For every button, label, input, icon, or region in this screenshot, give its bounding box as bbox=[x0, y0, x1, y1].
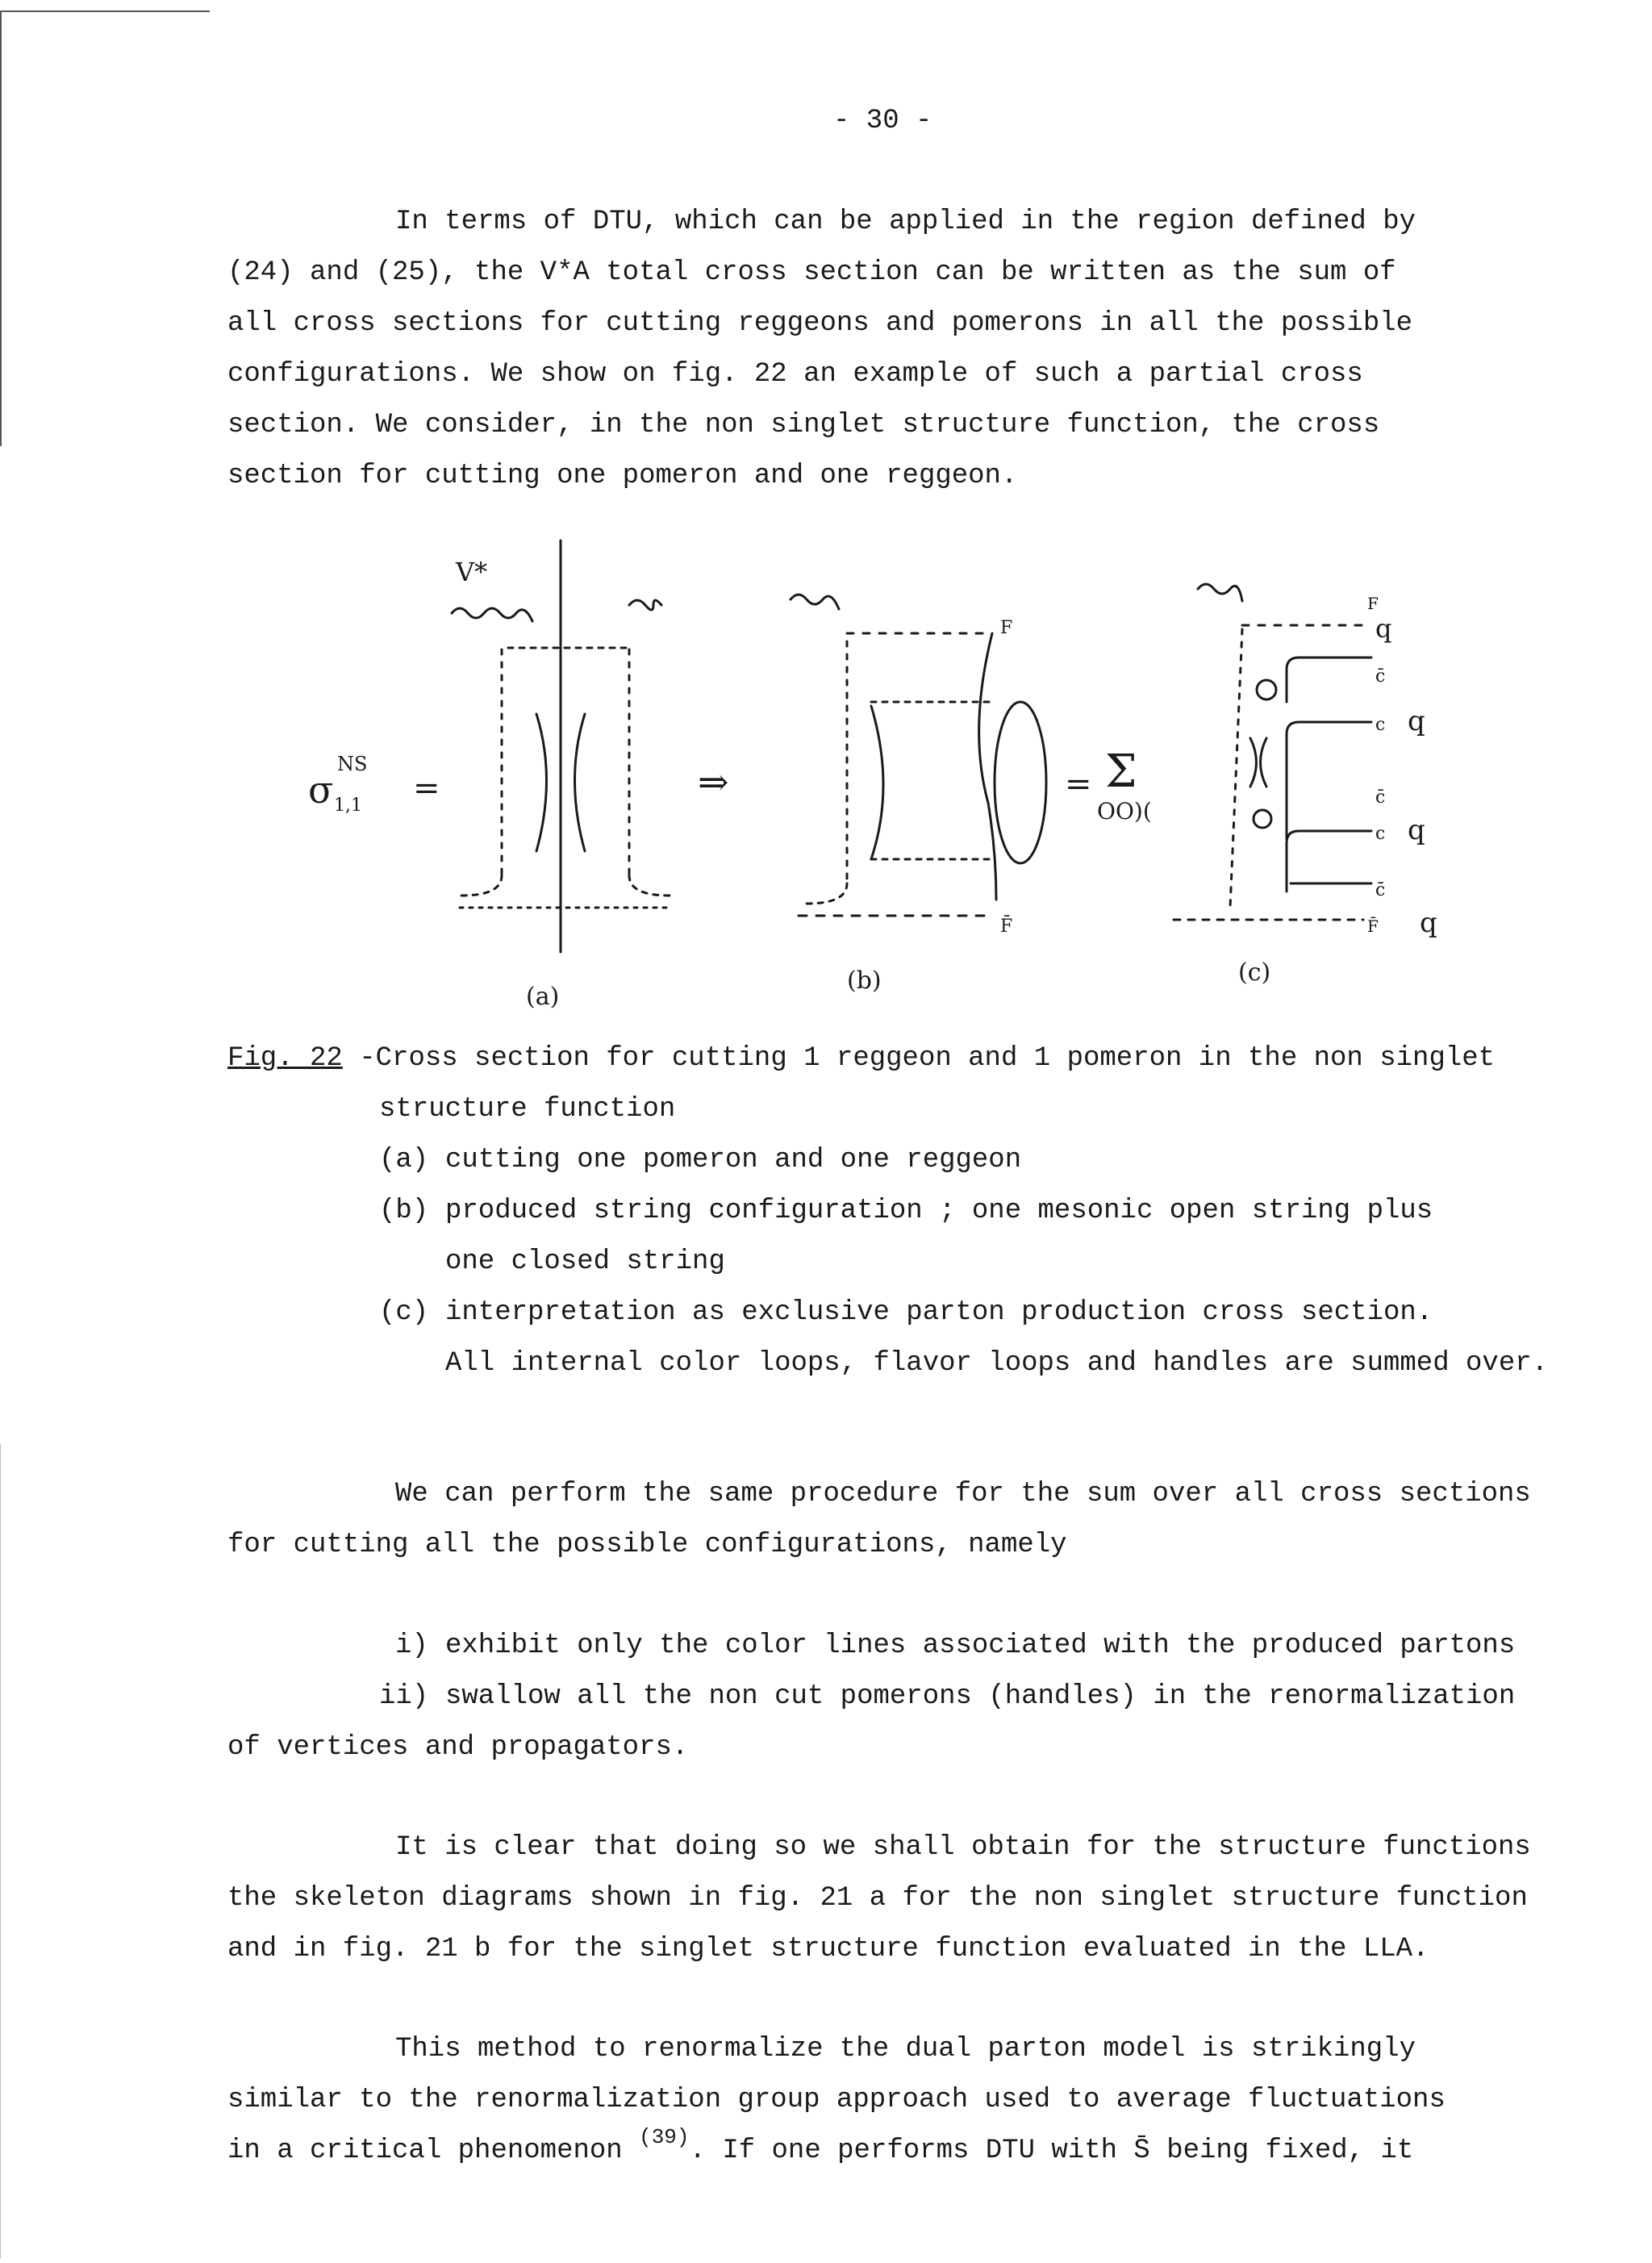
caption-item-text: cutting one pomeron and one reggeon bbox=[445, 1145, 1022, 1175]
photon-b bbox=[791, 595, 839, 609]
pomeron-right-arc bbox=[575, 714, 586, 851]
caption-item-marker: (b) bbox=[379, 1196, 429, 1226]
list-marker: i) bbox=[395, 1630, 428, 1661]
implies-arrow: ⇒ bbox=[698, 760, 729, 804]
figure-ref: Fig. 22 bbox=[227, 1043, 343, 1074]
text-line: and in fig. 21 b for the singlet structure function evaluated in the LLA. bbox=[227, 1934, 1429, 1964]
caption-item-text: All internal color loops, flavor loops and handles are summed over. bbox=[445, 1348, 1549, 1379]
panel-a-diagram bbox=[308, 541, 670, 1011]
left-line-c bbox=[1230, 629, 1242, 908]
text-line: for cutting all the possible configurations, namely bbox=[227, 1530, 1067, 1560]
text-line: In terms of DTU, which can be applied in the region defined by bbox=[395, 207, 1416, 237]
photon-right bbox=[629, 600, 661, 610]
panel-b-label: (b) bbox=[847, 967, 882, 995]
q-label-1: q bbox=[1375, 613, 1392, 644]
f-label-b: F bbox=[1000, 618, 1013, 638]
fbar-label-c: F̄ bbox=[1367, 916, 1379, 936]
caption-item-text: one closed string bbox=[445, 1246, 725, 1277]
color-line-2 bbox=[1287, 722, 1371, 839]
bottom-right-corner bbox=[629, 875, 670, 896]
text-line: It is clear that doing so we shall obtain for the structure functions bbox=[395, 1832, 1531, 1863]
caption-line-1 bbox=[227, 1042, 1495, 1075]
photon-left bbox=[452, 608, 532, 621]
list-marker: ii) bbox=[379, 1681, 429, 1712]
text-line: the skeleton diagrams shown in fig. 21 a for the non singlet structure function bbox=[227, 1883, 1528, 1914]
list-item: exhibit only the color lines associated with the produced partons bbox=[445, 1630, 1516, 1661]
panel-c-label: (c) bbox=[1238, 958, 1271, 987]
v-star-label: V* bbox=[456, 557, 488, 587]
text-line: all cross sections for cutting reggeons and pomerons in all the possible bbox=[227, 308, 1413, 339]
cbar-label-3: c̄ bbox=[1375, 880, 1386, 900]
c-label-1: c bbox=[1375, 715, 1386, 735]
text-line bbox=[227, 2125, 1414, 2168]
equals-sign-c: = bbox=[1065, 766, 1092, 803]
sum-symbol: Σ bbox=[1105, 745, 1137, 798]
page-number: - 30 - bbox=[833, 106, 932, 136]
text-fragment: in a critical phenomenon bbox=[227, 2136, 640, 2166]
page-border-left-lower bbox=[0, 1444, 1, 2259]
text-line: similar to the renormalization group approach used to average fluctuations bbox=[227, 2085, 1446, 2115]
caption-item-marker: (c) bbox=[379, 1297, 429, 1328]
text-line: (24) and (25), the V*A total cross section can be written as the sum of bbox=[227, 257, 1396, 288]
fbar-label-b: F̄ bbox=[1000, 916, 1013, 937]
sigma-subscript: 1,1 bbox=[334, 795, 362, 816]
caption-item-marker: (a) bbox=[379, 1145, 429, 1175]
q-label-4: q bbox=[1420, 907, 1437, 939]
cbar-label-2: c̄ bbox=[1375, 787, 1386, 808]
f-label-c: F bbox=[1367, 594, 1379, 613]
text-fragment: . If one performs DTU with S̄ being fixed, it bbox=[689, 2136, 1414, 2166]
sum-subscript: OO)( bbox=[1097, 798, 1152, 825]
citation-ref: (39) bbox=[639, 2125, 690, 2149]
panel-a-label: (a) bbox=[526, 983, 560, 1011]
bottom-left-corner bbox=[461, 875, 502, 896]
figure-22 bbox=[290, 528, 1484, 1013]
page-border-left bbox=[0, 10, 2, 446]
pomeron-left-arc bbox=[536, 714, 547, 851]
sigma-symbol: σ bbox=[308, 768, 334, 812]
text-line: section for cutting one pomeron and one reggeon. bbox=[227, 461, 1018, 491]
sigma-superscript: NS bbox=[337, 753, 368, 775]
loop-2 bbox=[1254, 810, 1271, 828]
caption-title-cont: structure function bbox=[379, 1094, 676, 1125]
panel-b-diagram bbox=[698, 595, 1046, 995]
list-continuation: of vertices and propagators. bbox=[227, 1732, 689, 1763]
panel-c-diagram bbox=[1065, 584, 1437, 987]
closed-string-loop-b bbox=[995, 702, 1046, 863]
equals-sign-a: = bbox=[413, 770, 440, 807]
q-label-3: q bbox=[1408, 814, 1425, 846]
caption-item-text: produced string configuration ; one mesonic open string plus bbox=[445, 1196, 1433, 1226]
closed-string-b bbox=[871, 706, 883, 859]
q-label-2: q bbox=[1408, 705, 1425, 737]
list-item: swallow all the non cut pomerons (handles) in the renormalization bbox=[445, 1681, 1516, 1712]
text-line: We can perform the same procedure for the sum over all cross sections bbox=[395, 1479, 1531, 1509]
text-line: configurations. We show on fig. 22 an example of such a partial cross bbox=[227, 359, 1363, 390]
cbar-label-1: c̄ bbox=[1375, 666, 1386, 687]
photon-c bbox=[1198, 584, 1242, 601]
handle-1 bbox=[1250, 738, 1266, 787]
caption-item-text: interpretation as exclusive parton production cross section. bbox=[445, 1297, 1433, 1328]
page-border-top bbox=[0, 10, 210, 12]
color-line-1 bbox=[1287, 658, 1371, 702]
text-line: This method to renormalize the dual parton model is strikingly bbox=[395, 2034, 1416, 2065]
bottom-corner-b bbox=[807, 883, 847, 904]
loop-1 bbox=[1257, 680, 1276, 699]
c-label-2: c bbox=[1375, 824, 1386, 844]
text-line: section. We consider, in the non singlet structure function, the cross bbox=[227, 410, 1380, 440]
figure-22-drawing bbox=[290, 528, 1484, 1013]
caption-title: -Cross section for cutting 1 reggeon and 1 pomeron in the non singlet bbox=[342, 1043, 1496, 1074]
